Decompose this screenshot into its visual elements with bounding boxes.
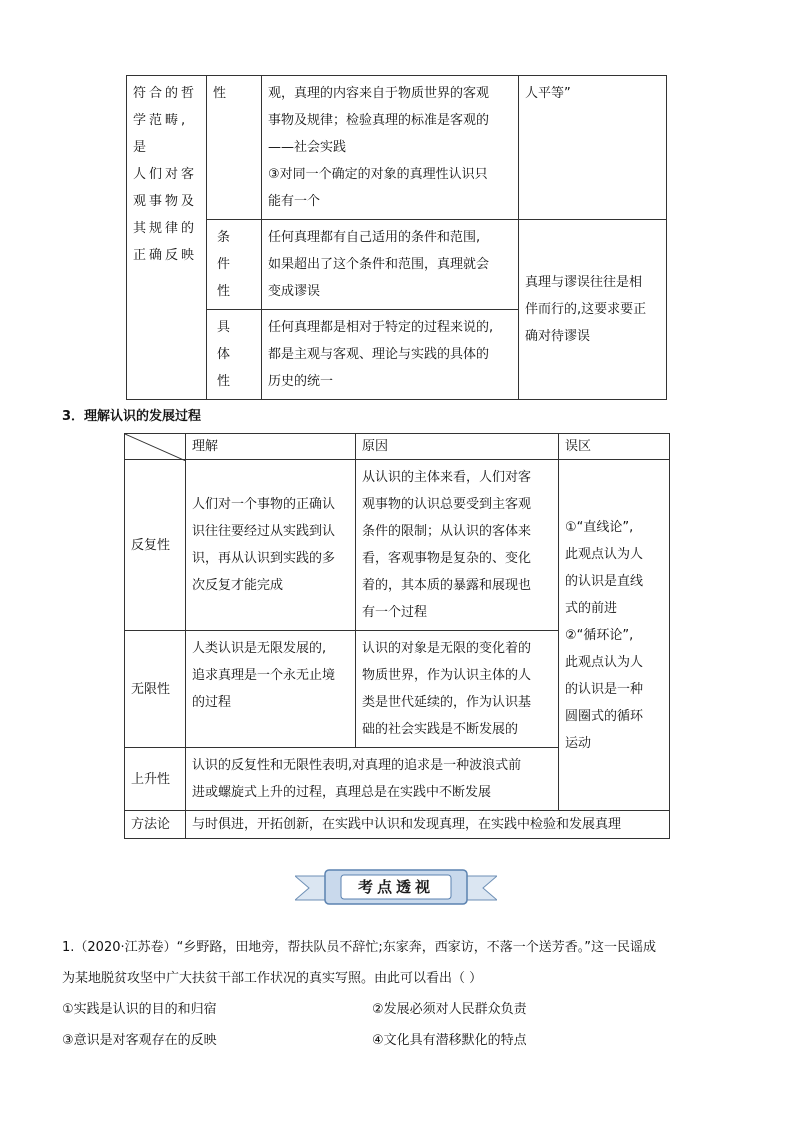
infinity-reason-text: 认识的对象是无限的变化着的 物质世界，作为认识主体的人 类是世代延续的，作为认识基 础的社会实践是不断发展的 xyxy=(362,641,532,737)
truth-note-text: 人平等” xyxy=(525,86,571,101)
infinity-understand-cell xyxy=(186,631,356,748)
condition-content-text: 任何真理都有自己适用的条件和范围, 如果超出了这个条件和范围，真理就会 变成谬误 xyxy=(268,230,490,299)
myth-cell xyxy=(559,460,670,811)
table-header-row xyxy=(125,434,670,460)
method-text: 与时俱进，开拓创新，在实践中认识和发现真理，在实践中检验和发展真理 xyxy=(192,817,622,832)
repetition-reason-text: 从认识的主体来看，人们对客 观事物的认识总要受到主客观 条件的限制；从认识的客体来 看，客观事物是复杂的、变化 着的，其本质的暴露和展现也 有一个过程 xyxy=(362,470,532,620)
diagonal-line xyxy=(125,434,186,461)
concrete-label-cell xyxy=(207,310,262,400)
condition-label-cell xyxy=(207,220,262,310)
column-header-understand: 理解 xyxy=(186,434,356,460)
concrete-content-text: 任何真理都是相对于特定的过程来说的, 都是主观与客观、理论与实践的具体的 历史的统一 xyxy=(268,320,494,389)
truth-definition-text: 符合的哲 学范畴,是 人们对客 观事物及 其规律的 正确反映 xyxy=(133,86,198,263)
table-row xyxy=(125,811,670,839)
truth-attribute-label: 性 xyxy=(213,86,227,101)
method-cell xyxy=(186,811,670,839)
table-row xyxy=(127,76,667,220)
row-label-method: 方法论 xyxy=(125,811,186,839)
condition-content-cell xyxy=(262,220,519,310)
infinity-reason-cell xyxy=(356,631,559,748)
column-header-myth: 误区 xyxy=(559,434,670,460)
rise-cell xyxy=(186,748,559,811)
option-4[interactable]: ④文化具有潜移默化的特点 xyxy=(372,1033,527,1048)
banner-title: 考点透视 xyxy=(357,878,434,896)
section-title: 3．理解认识的发展过程 xyxy=(62,409,202,424)
truth-definition-cell xyxy=(127,76,207,400)
row-label-rise: 上升性 xyxy=(125,748,186,811)
table-row xyxy=(125,460,670,631)
table-row xyxy=(127,220,667,310)
option-1[interactable]: ①实践是认识的目的和归宿 xyxy=(62,1002,217,1017)
truth-table xyxy=(126,75,667,400)
rise-text: 认识的反复性和无限性表明,对真理的追求是一种波浪式前 进或螺旋式上升的过程，真理总是在实践中不断发展 xyxy=(192,758,522,800)
question-1-line-1: 1.（2020·江苏卷）“乡野路，田地旁，帮扶队员不辞忙;东家奔，西家访，不落一个送芳香。”这一民谣成 xyxy=(62,940,656,955)
error-note-cell xyxy=(519,220,667,400)
truth-content-text: 观，真理的内容来自于物质世界的客观 事物及规律；检验真理的标准是客观的 ——社会实践 ③对同一个确定的对象的真理性认识只 能有一个 xyxy=(268,86,490,209)
truth-content-cell xyxy=(262,76,519,220)
concrete-content-cell xyxy=(262,310,519,400)
infinity-understand-text: 人类认识是无限发展的, 追求真理是一个永无止境 的过程 xyxy=(192,641,336,710)
truth-attribute-cell xyxy=(207,76,262,220)
condition-label: 条 件 性 xyxy=(217,230,231,299)
cognition-table xyxy=(124,433,670,839)
question-1-line-2: 为某地脱贫攻坚中广大扶贫干部工作状况的真实写照。由此可以看出（ ） xyxy=(62,971,483,986)
option-3[interactable]: ③意识是对客观存在的反映 xyxy=(62,1033,217,1048)
repetition-understand-cell xyxy=(186,460,356,631)
row-label-repetition: 反复性 xyxy=(125,460,186,631)
repetition-understand-text: 人们对一个事物的正确认 识往往要经过从实践到认 识，再从认识到实践的多 次反复才能完成 xyxy=(192,497,336,593)
concrete-label: 具 体 性 xyxy=(217,320,231,389)
myth-text: ①“直线论”, 此观点认为人 的认识是直线 式的前进 ②“循环论”, 此观点认为人 的认识是一种 圆圈式的循环 运动 xyxy=(565,519,644,751)
diagonal-header-cell xyxy=(125,434,186,460)
exam-focus-banner xyxy=(295,866,497,908)
error-note-text: 真理与谬误往往是相 伴而行的,这要求要正 确对待谬误 xyxy=(525,275,647,344)
option-2[interactable]: ②发展必须对人民群众负责 xyxy=(372,1002,527,1017)
repetition-reason-cell xyxy=(356,460,559,631)
row-label-infinity: 无限性 xyxy=(125,631,186,748)
truth-note-cell xyxy=(519,76,667,220)
column-header-reason: 原因 xyxy=(356,434,559,460)
